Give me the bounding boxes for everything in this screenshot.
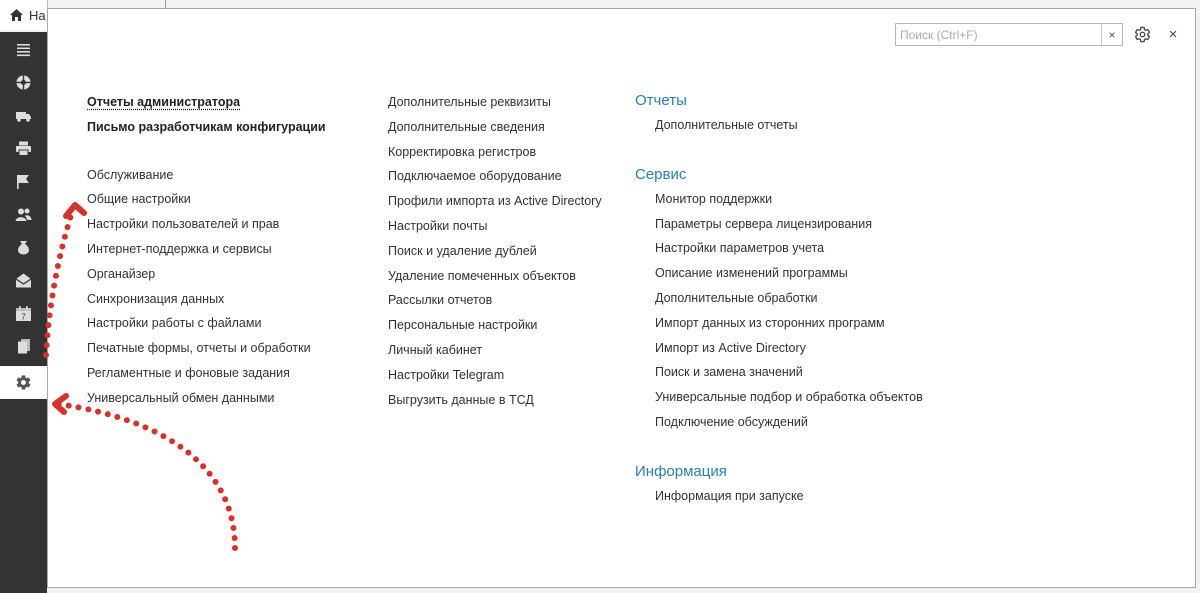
list-item[interactable]: Поиск и удаление дублей — [388, 243, 537, 258]
column-settings — [388, 90, 602, 412]
list-item[interactable]: Удаление помеченных объектов — [388, 268, 576, 283]
search-input[interactable] — [896, 24, 1104, 45]
list-item[interactable]: Выгрузить данные в ТСД — [388, 392, 534, 407]
list-item[interactable]: Настройки почты — [388, 218, 488, 233]
sidebar — [0, 32, 47, 593]
sidebar-item-users[interactable] — [0, 198, 47, 231]
list-item[interactable]: Подключаемое оборудование — [388, 169, 562, 184]
mail-icon — [15, 272, 32, 289]
list-item[interactable]: Печатные формы, отчеты и обработки — [87, 341, 311, 356]
list-item[interactable]: Монитор поддержки — [655, 191, 773, 206]
list-item[interactable]: Настройки работы с файлами — [87, 316, 262, 331]
home-tab[interactable] — [0, 0, 48, 30]
list-item[interactable]: Настройки параметров учета — [655, 241, 825, 256]
list-item[interactable]: Общие настройки — [87, 192, 191, 207]
link-letter-developers[interactable]: Письмо разработчикам конфигурации — [87, 119, 326, 134]
list-item[interactable]: Поиск и замена значений — [655, 365, 803, 380]
section-title-reports: Отчеты — [635, 92, 687, 109]
home-tab-label: На — [29, 7, 46, 23]
close-button[interactable] — [1164, 24, 1182, 44]
sidebar-item-finance[interactable] — [0, 231, 47, 264]
flag-icon — [15, 173, 32, 190]
list-item[interactable]: Импорт данных из сторонних программ — [655, 315, 885, 330]
search-clear-button[interactable] — [1101, 24, 1122, 45]
panel-settings-button[interactable] — [1132, 24, 1152, 44]
section-title-service: Сервис — [635, 165, 687, 183]
list-item[interactable]: Обслуживание — [87, 167, 174, 182]
clear-icon: × — [1108, 27, 1116, 42]
sidebar-item-documents[interactable] — [0, 330, 47, 363]
list-item[interactable]: Синхронизация данных — [87, 291, 225, 306]
documents-icon — [15, 338, 32, 355]
money-bag-icon — [15, 239, 32, 256]
menu-icon — [15, 41, 32, 58]
sidebar-item-mail[interactable] — [0, 264, 47, 297]
printer-icon — [15, 140, 32, 157]
list-item[interactable]: Настройки Telegram — [388, 367, 505, 382]
column-sections — [635, 89, 923, 509]
sidebar-item-settings[interactable] — [0, 366, 47, 399]
list-item[interactable]: Органайзер — [87, 266, 156, 281]
column-admin — [87, 90, 326, 411]
sidebar-item-goals[interactable] — [0, 165, 47, 198]
list-item[interactable]: Дополнительные сведения — [388, 119, 545, 134]
link-admin-reports[interactable]: Отчеты администратора — [87, 95, 241, 109]
list-item[interactable]: Интернет-поддержка и сервисы — [87, 241, 272, 256]
list-item[interactable]: Универсальный обмен данными — [87, 390, 275, 405]
list-item[interactable]: Дополнительные обработки — [655, 290, 818, 305]
list-item[interactable]: Импорт из Active Directory — [655, 340, 806, 355]
list-item[interactable]: Универсальные подбор и обработка объектов — [655, 390, 923, 405]
users-icon — [15, 206, 32, 223]
close-icon: × — [1168, 25, 1178, 43]
list-item[interactable]: Настройки пользователей и прав — [87, 217, 280, 232]
sidebar-item-menu[interactable] — [0, 33, 47, 66]
list-item[interactable]: Рассылки отчетов — [388, 293, 493, 308]
list-item[interactable]: Профили импорта из Active Directory — [388, 194, 602, 209]
tab-divider — [165, 0, 166, 8]
list-item[interactable]: Дополнительные реквизиты — [388, 95, 551, 109]
list-item[interactable]: Подключение обсуждений — [655, 414, 808, 429]
list-item[interactable]: Описание изменений программы — [655, 266, 848, 281]
sidebar-item-print[interactable] — [0, 132, 47, 165]
sidebar-item-calendar[interactable] — [0, 297, 47, 330]
svg-text:7: 7 — [21, 312, 26, 322]
list-item[interactable]: Личный кабинет — [388, 342, 483, 357]
settings-panel — [47, 8, 1196, 588]
sidebar-item-main[interactable] — [0, 66, 47, 99]
list-item[interactable]: Информация при запуске — [655, 488, 804, 503]
list-item[interactable]: Корректировка регистров — [388, 144, 537, 159]
sidebar-item-purchases[interactable] — [0, 99, 47, 132]
search-box — [895, 23, 1123, 46]
settings-icon — [15, 374, 32, 391]
calendar-icon — [15, 305, 32, 322]
gear-icon — [1134, 26, 1151, 43]
main-icon — [15, 74, 32, 91]
list-item[interactable]: Параметры сервера лицензирования — [655, 216, 872, 231]
list-item[interactable]: Регламентные и фоновые задания — [87, 365, 290, 380]
section-title-info: Информация — [635, 462, 727, 480]
list-item[interactable]: Дополнительные отчеты — [655, 118, 798, 132]
home-icon — [10, 9, 23, 21]
list-item[interactable]: Персональные настройки — [388, 318, 538, 333]
truck-icon — [15, 107, 32, 124]
